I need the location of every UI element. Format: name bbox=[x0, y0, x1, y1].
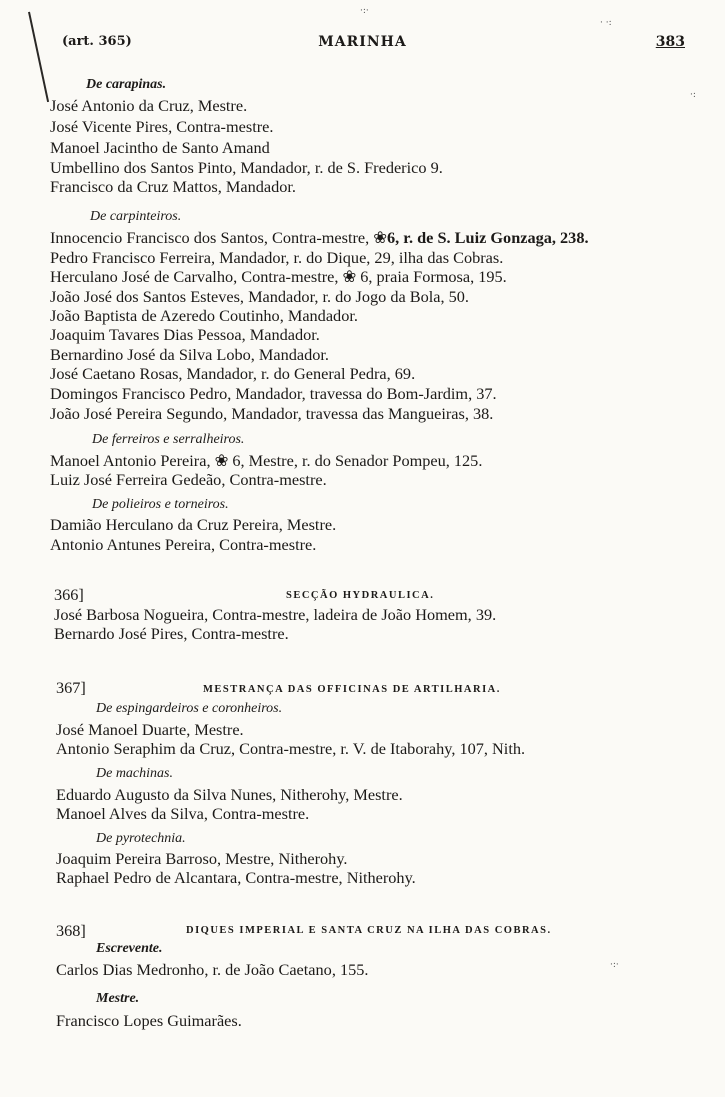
entry-text: 6, Mestre, r. do Senador Pompeu, 125. bbox=[232, 451, 483, 470]
entry-line: Francisco Lopes Guimarães. bbox=[56, 1011, 242, 1030]
page-number: 383 bbox=[655, 34, 685, 50]
entry-line: José Antonio da Cruz, Mestre. bbox=[50, 96, 248, 115]
print-speck: · ·: bbox=[600, 18, 612, 28]
entry-line bbox=[50, 228, 589, 248]
entry-line: Damião Herculano da Cruz Pereira, Mestre. bbox=[50, 515, 337, 534]
entry-line: Carlos Dias Medronho, r. de João Caetano, 155. bbox=[56, 960, 369, 979]
entry-line: Luiz José Ferreira Gedeão, Contra-mestre. bbox=[50, 470, 327, 489]
entry-line: Raphael Pedro de Alcantara, Contra-mestre, Nitherohy. bbox=[56, 868, 416, 887]
running-header bbox=[0, 34, 725, 54]
entry-text: Manoel Antonio Pereira, bbox=[50, 451, 215, 470]
subheading-ferreiros: De ferreiros e serralheiros. bbox=[92, 432, 245, 447]
section-title: DIQUES IMPERIAL E SANTA CRUZ NA ILHA DAS COBRAS. bbox=[186, 925, 552, 936]
entry-line: Umbellino dos Santos Pinto, Mandador, r. de S. Frederico 9. bbox=[50, 158, 443, 177]
article-reference: (art. 365) bbox=[62, 34, 132, 49]
entry-line: Manoel Alves da Silva, Contra-mestre. bbox=[56, 804, 310, 823]
section-number: 367] bbox=[56, 678, 86, 697]
page-title: MARINHA bbox=[318, 34, 407, 50]
print-speck: ·:· bbox=[610, 960, 619, 970]
entry-line: Joaquim Pereira Barroso, Mestre, Nitherohy. bbox=[56, 849, 348, 868]
entry-line: José Barbosa Nogueira, Contra-mestre, ladeira de João Homem, 39. bbox=[54, 605, 497, 624]
subheading-pyrotechnia: De pyrotechnia. bbox=[96, 831, 186, 846]
entry-line: José Manoel Duarte, Mestre. bbox=[56, 720, 244, 739]
entry-text: 6, r. de S. Luiz Gonzaga, 238. bbox=[386, 228, 589, 247]
entry-line bbox=[50, 451, 482, 471]
subheading-machinas: De machinas. bbox=[96, 766, 173, 781]
order-rosette-icon: ❀ bbox=[373, 228, 387, 247]
print-speck: ·:· bbox=[360, 6, 369, 16]
entry-line: José Caetano Rosas, Mandador, r. do General Pedra, 69. bbox=[50, 364, 416, 383]
subheading-carpinteiros: De carpinteiros. bbox=[90, 209, 182, 224]
entry-line: Antonio Seraphim da Cruz, Contra-mestre, r. V. de Itaborahy, 107, Nith. bbox=[56, 739, 526, 758]
entry-line: Antonio Antunes Pereira, Contra-mestre. bbox=[50, 535, 317, 554]
entry-text: Herculano José de Carvalho, Contra-mestre, bbox=[50, 267, 343, 286]
section-number: 366] bbox=[54, 585, 84, 604]
entry-line: Bernardo José Pires, Contra-mestre. bbox=[54, 624, 289, 643]
entry-line: Manoel Jacintho de Santo Amand bbox=[50, 138, 270, 157]
order-rosette-icon: ❀ bbox=[214, 451, 229, 470]
subheading-mestre: Mestre. bbox=[96, 991, 140, 1006]
subheading-escrevente: Escrevente. bbox=[96, 941, 163, 956]
print-speck: ·: bbox=[690, 90, 696, 100]
entry-line: Pedro Francisco Ferreira, Mandador, r. do Dique, 29, ilha das Cobras. bbox=[50, 248, 504, 267]
entry-line bbox=[50, 267, 507, 287]
section-number: 368] bbox=[56, 921, 86, 940]
entry-line: João José Pereira Segundo, Mandador, travessa das Mangueiras, 38. bbox=[50, 404, 494, 423]
entry-text: Innocencio Francisco dos Santos, Contra-mestre, bbox=[50, 228, 374, 247]
entry-text: 6, praia Formosa, 195. bbox=[360, 267, 507, 286]
entry-line: João José dos Santos Esteves, Mandador, r. do Jogo da Bola, 50. bbox=[50, 287, 470, 306]
entry-line: João Baptista de Azeredo Coutinho, Mandador. bbox=[50, 306, 358, 325]
entry-line: José Vicente Pires, Contra-mestre. bbox=[50, 117, 274, 136]
entry-line: Domingos Francisco Pedro, Mandador, travessa do Bom-Jardim, 37. bbox=[50, 384, 497, 403]
section-title: SECÇÃO HYDRAULICA. bbox=[286, 590, 435, 601]
page-edge-line bbox=[28, 12, 49, 102]
entry-line: Francisco da Cruz Mattos, Mandador. bbox=[50, 177, 296, 196]
section-title: MESTRANÇA DAS OFFICINAS DE ARTILHARIA. bbox=[203, 684, 501, 695]
entry-line: Joaquim Tavares Dias Pessoa, Mandador. bbox=[50, 325, 320, 344]
subheading-carapinas: De carapinas. bbox=[86, 77, 167, 92]
order-rosette-icon: ❀ bbox=[342, 267, 357, 286]
subheading-espingardeiros: De espingardeiros e coronheiros. bbox=[96, 701, 283, 716]
entry-line: Bernardino José da Silva Lobo, Mandador. bbox=[50, 345, 329, 364]
subheading-polieiros: De polieiros e torneiros. bbox=[92, 497, 229, 512]
entry-line: Eduardo Augusto da Silva Nunes, Nitherohy, Mestre. bbox=[56, 785, 403, 804]
